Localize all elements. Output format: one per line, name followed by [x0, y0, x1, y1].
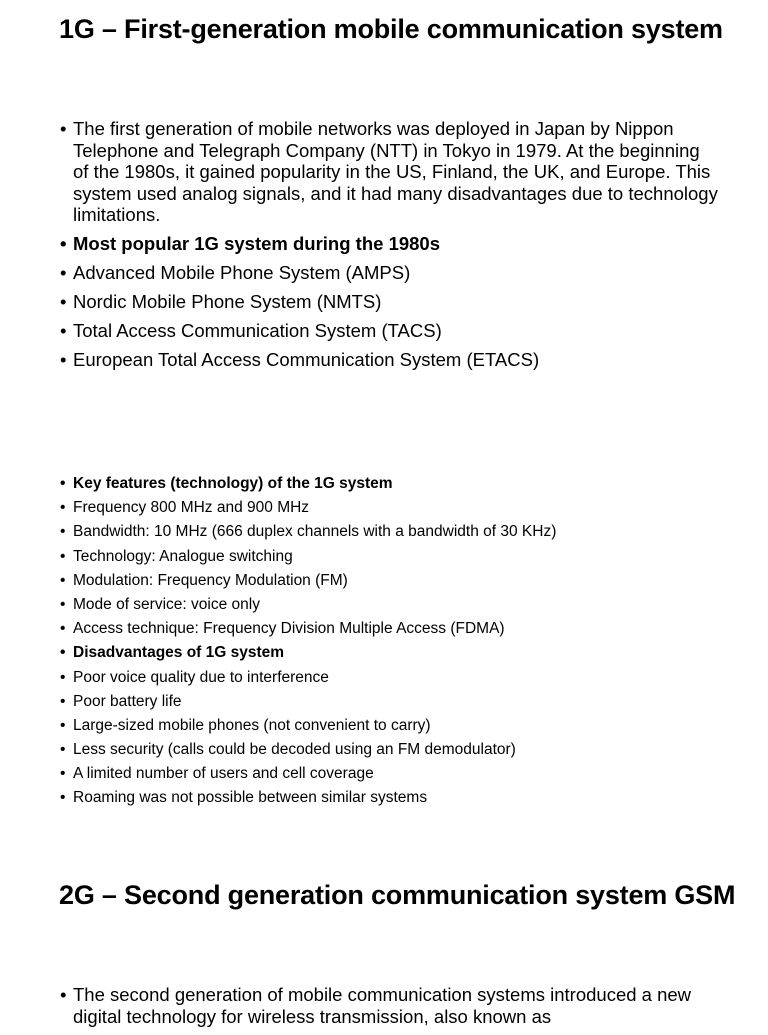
- section-1g-details-list: [60, 475, 700, 814]
- section-1g-title: 1G – First-generation mobile communication system: [59, 14, 723, 44]
- list-item: • Total Access Communication System (TACS): [60, 320, 720, 342]
- list-item: • Frequency 800 MHz and 900 MHz: [60, 499, 700, 517]
- list-item: • Access technique: Frequency Division Multiple Access (FDMA): [60, 620, 700, 638]
- section-1g-intro-list: [60, 118, 720, 378]
- list-item: • The second generation of mobile communication systems introduced a new digital technology for wireless transmission, also known as: [60, 984, 720, 1027]
- list-item: • Advanced Mobile Phone System (AMPS): [60, 262, 720, 284]
- list-item: • Modulation: Frequency Modulation (FM): [60, 572, 700, 590]
- list-item: • Poor voice quality due to interference: [60, 669, 700, 687]
- list-item: • Roaming was not possible between similar systems: [60, 789, 700, 807]
- list-item: • Bandwidth: 10 MHz (666 duplex channels with a bandwidth of 30 KHz): [60, 523, 700, 541]
- list-item: • The first generation of mobile networks was deployed in Japan by Nippon Telephone and Telegraph Company (NTT) in Tokyo in 1979. At the beginning of the 1980s, it gained popularity in the US, Finland, the UK, and Europe. This system used analog signals, and it had many disadvantages due to technology limitations.: [60, 118, 720, 226]
- list-item: • Large-sized mobile phones (not convenient to carry): [60, 717, 700, 735]
- list-item: • Mode of service: voice only: [60, 596, 700, 614]
- list-item: • A limited number of users and cell coverage: [60, 765, 700, 783]
- section-2g-intro-list: [60, 984, 720, 1035]
- list-item-heading: • Most popular 1G system during the 1980s: [60, 233, 720, 255]
- list-item-heading: • Key features (technology) of the 1G system: [60, 475, 700, 493]
- list-item: • European Total Access Communication System (ETACS): [60, 349, 720, 371]
- list-item: • Less security (calls could be decoded using an FM demodulator): [60, 741, 700, 759]
- list-item-heading: • Disadvantages of 1G system: [60, 644, 700, 662]
- list-item: • Nordic Mobile Phone System (NMTS): [60, 291, 720, 313]
- list-item: • Poor battery life: [60, 693, 700, 711]
- section-2g-title: 2G – Second generation communication system GSM: [59, 880, 736, 910]
- list-item: • Technology: Analogue switching: [60, 548, 700, 566]
